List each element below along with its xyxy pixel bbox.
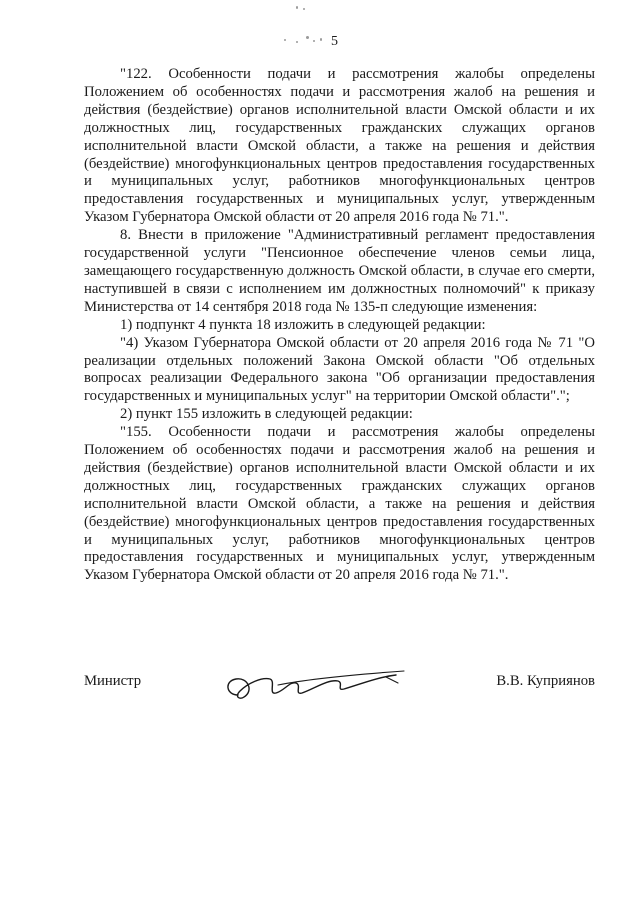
document-body bbox=[84, 66, 595, 585]
signer-name: В.В. Куприянов bbox=[496, 673, 595, 689]
paragraph-155: "155. Особенности подачи и рассмотрения жалобы определены Положением об особенностях подачи и рассмотрения жалоб на решения и действия (бездействие) органов исполнительной власти Омской области и их должностных лиц, государственных гражданских служащих органов исполнительной власти Омской области, а также на решения и действия (бездействие) многофункциональных центров предоставления государственных и муниципальных услуг, работников многофункциональных центров предоставления государственных и муниципальных услуг, утвержденным Указом Губернатора Омской области от 20 апреля 2016 года № 71.". bbox=[84, 424, 595, 584]
scan-speck bbox=[320, 38, 322, 41]
paragraph-subitem-1: 1) подпункт 4 пункта 18 изложить в следующей редакции: bbox=[120, 316, 486, 333]
handwritten-signature-icon bbox=[218, 667, 418, 707]
scan-speck bbox=[296, 41, 298, 43]
scan-speck bbox=[296, 6, 298, 9]
paragraph-subitem-4-text: "4) Указом Губернатора Омской области от 20 апреля 2016 года № 71 "О реализации отдельных положений Закона Омской области "Об отдельных вопросах реализации Федерального закона "Об организации предоставления государственных и муниципальных услуг" на территории Омской области"."; bbox=[84, 334, 595, 405]
scan-speck bbox=[284, 39, 286, 41]
signer-title: Министр bbox=[84, 673, 142, 689]
signature-block bbox=[84, 667, 595, 717]
scan-speck bbox=[306, 36, 309, 39]
scan-speck bbox=[303, 8, 305, 10]
paragraph-item-8: 8. Внести в приложение "Административный регламент предоставления государственной услуги "Пенсионное обеспечение членов семьи лица, замещающего государственную должность Омской области, в случае его смерти, наступившей в связи с исполнением им должностных полномочий" к приказу Министерства от 14 сентября 2018 года № 135-п следующие изменения: bbox=[84, 227, 595, 315]
paragraph-subitem-2: 2) пункт 155 изложить в следующей редакции: bbox=[120, 406, 413, 423]
scan-speck bbox=[313, 40, 315, 42]
paragraph-122: "122. Особенности подачи и рассмотрения жалобы определены Положением об особенностях подачи и рассмотрения жалоб на решения и действия (бездействие) органов исполнительной власти Омской области и их должностных лиц, государственных гражданских служащих органов исполнительной власти Омской области, а также на решения и действия (бездействие) многофункциональных центров предоставления государственных и муниципальных услуг, работников многофункциональных центров предоставления государственных и муниципальных услуг, утвержденным Указом Губернатора Омской области от 20 апреля 2016 года № 71.". bbox=[84, 66, 595, 226]
page-number: 5 bbox=[331, 34, 338, 49]
